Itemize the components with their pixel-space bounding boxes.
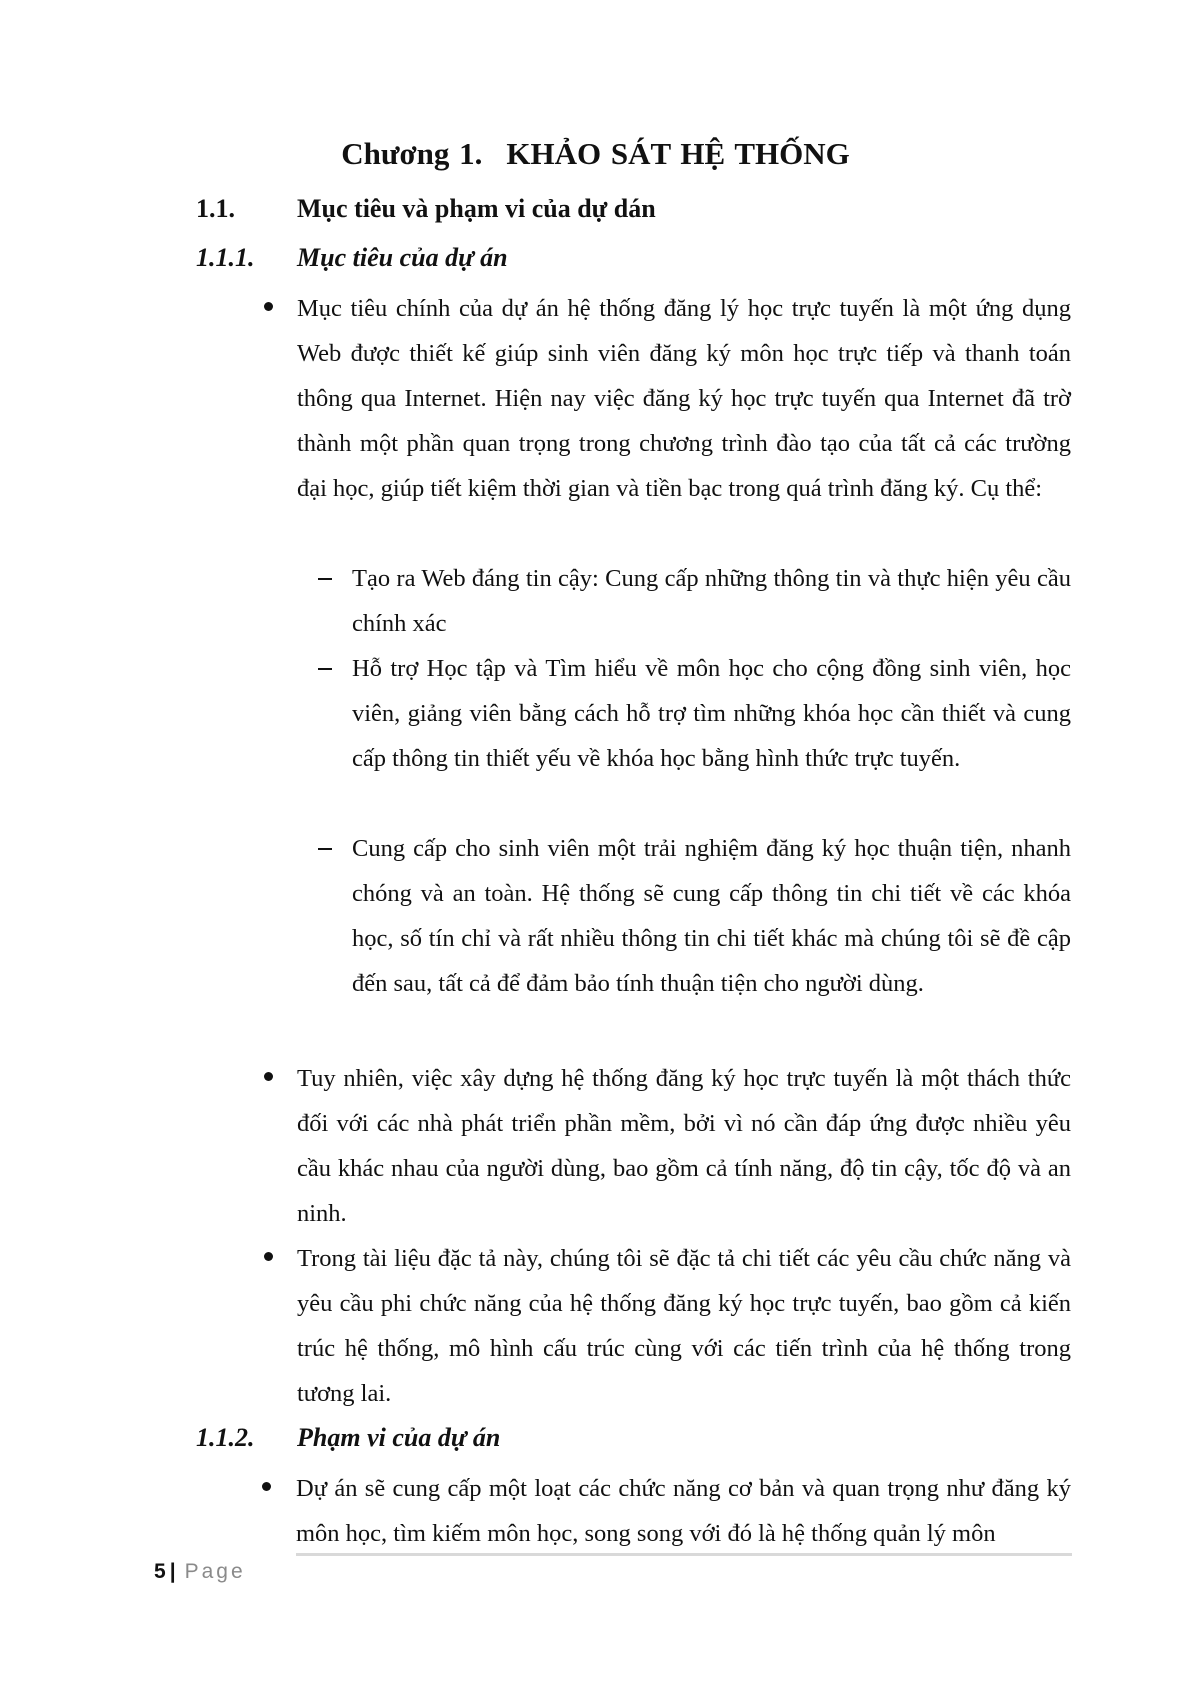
bullet-icon bbox=[262, 1482, 271, 1491]
chapter-heading bbox=[0, 134, 1191, 174]
page-footer bbox=[154, 1560, 246, 1584]
sub-item: Cung cấp cho sinh viên một trải nghiệm đăng ký học thuận tiện, nhanh chóng và an toàn. Hệ thống sẽ cung cấp thông tin chi tiết về các khóa học, số tín chỉ và rất nhiều thông tin chi tiết khác mà chúng tôi sẽ đề cập đến sau, tất cả để đảm bảo tính thuận tiện cho người dùng. bbox=[352, 835, 1071, 997]
section-title: Mục tiêu và phạm vi của dự dán bbox=[297, 194, 656, 223]
subsection-title: Mục tiêu của dự án bbox=[297, 243, 508, 272]
bullet-paragraph: Dự án sẽ cung cấp một loạt các chức năng cơ bản và quan trọng như đăng ký môn học, tìm kiếm môn học, song song với đó là hệ thống quản lý môn bbox=[296, 1475, 1071, 1547]
footer-separator: | bbox=[169, 1560, 179, 1583]
dash-icon bbox=[318, 578, 332, 580]
section-number: 1.1. bbox=[196, 194, 235, 223]
dash-icon bbox=[318, 848, 332, 850]
dash-icon bbox=[318, 668, 332, 670]
bullet-paragraph: Trong tài liệu đặc tả này, chúng tôi sẽ đặc tả chi tiết các yêu cầu chức năng và yêu cầu phi chức năng của hệ thống đăng ký học trực tuyến, bao gồm cả kiến trúc hệ thống, mô hình cấu trúc cùng với các tiến trình của hệ thống trong tương lai. bbox=[297, 1245, 1071, 1407]
bullet-paragraph: Tuy nhiên, việc xây dựng hệ thống đăng ký học trực tuyến là một thách thức đối với các nhà phát triển phần mềm, bởi vì nó cần đáp ứng được nhiều yêu cầu khác nhau của người dùng, bao gồm cả tính năng, độ tin cậy, tốc độ và an ninh. bbox=[297, 1065, 1071, 1227]
bullet-icon bbox=[264, 302, 273, 311]
bullet-paragraph: Mục tiêu chính của dự án hệ thống đăng lý học trực tuyến là một ứng dụng Web được thiết kế giúp sinh viên đăng ký môn học trực tiếp và thanh toán thông qua Internet. Hiện nay việc đăng ký học trực tuyến qua Internet đã trờ thành một phần quan trọng trong chương trình đào tạo của tất cả các trường đại học, giúp tiết kiệm thời gian và tiền bạc trong quá trình đăng ký. Cụ thể: bbox=[297, 295, 1071, 502]
footer-divider bbox=[296, 1553, 1072, 1556]
bullet-icon bbox=[264, 1072, 273, 1081]
sub-item: Tạo ra Web đáng tin cậy: Cung cấp những thông tin và thực hiện yêu cầu chính xác bbox=[352, 565, 1071, 637]
chapter-number: Chương 1. bbox=[341, 136, 483, 171]
bullet-icon bbox=[264, 1252, 273, 1261]
sub-item: Hỗ trợ Học tập và Tìm hiểu về môn học cho cộng đồng sinh viên, học viên, giảng viên bằng cách hỗ trợ tìm những khóa học cần thiết và cung cấp thông tin thiết yếu về khóa học bằng hình thức trực tuyến. bbox=[352, 655, 1071, 772]
subsection-heading-1 bbox=[196, 241, 508, 275]
subsection-number: 1.1.1. bbox=[196, 243, 255, 272]
subsection-title: Phạm vi của dự án bbox=[297, 1423, 501, 1452]
subsection-heading-2 bbox=[196, 1421, 500, 1455]
page-number: 5 bbox=[154, 1560, 166, 1583]
section-heading bbox=[196, 192, 656, 226]
chapter-title: KHẢO SÁT HỆ THỐNG bbox=[506, 136, 850, 171]
page-label: Page bbox=[184, 1560, 246, 1583]
subsection-number: 1.1.2. bbox=[196, 1423, 255, 1452]
